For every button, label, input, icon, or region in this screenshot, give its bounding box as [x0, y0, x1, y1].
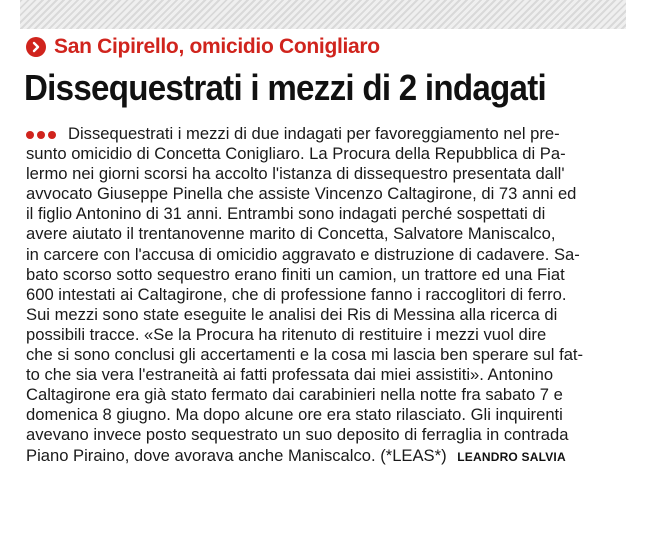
article-line: possibili tracce. «Se la Procura ha ritenuto di restituire i mezzi vuol dire — [26, 324, 547, 344]
author-signature: LEANDRO SALVIA — [457, 449, 566, 464]
article-line: bato scorso sotto sequestro erano finiti un camion, un trattore ed una Fiat — [26, 264, 565, 284]
article-line-text: Dissequestrati i mezzi di due indagati per favoreggiamento nel pre- — [68, 124, 560, 143]
article-line: lermo nei giorni scorsi ha accolto l'istanza di dissequestro presentata dall' — [26, 164, 565, 184]
article-line — [26, 124, 626, 144]
article-line: che si sono conclusi gli accertamenti e la cosa mi lascia ben sperare sul fat- — [26, 345, 584, 365]
article-line: avevano invece posto sequestrato un suo deposito di ferraglia in contrada — [26, 425, 569, 445]
article-line: Caltagirone era già stato fermato dai carabinieri nella notte fra sabato 7 e — [26, 385, 563, 405]
kicker-text: San Cipirello, omicidio Conigliaro — [54, 35, 380, 58]
article-line-last — [26, 446, 626, 466]
article-line: to che sia vera l'estraneità ai fatti professata dai miei assistiti». Antonino — [26, 365, 554, 385]
decorative-top-band — [20, 0, 626, 29]
article-line: sunto omicidio di Concetta Conigliaro. La Procura della Repubblica di Pa- — [26, 144, 566, 164]
kicker — [26, 33, 380, 61]
article-line: in carcere con l'accusa di omicidio aggravato e distruzione di cadavere. Sa- — [26, 244, 580, 264]
chevron-right-circle-icon — [26, 37, 46, 57]
article-line-text: Piano Piraino, dove avorava anche Maniscalco. (*LEAS*) — [26, 445, 447, 465]
article-line: domenica 8 giugno. Ma dopo alcune ore era stato rilasciato. Gli inquirenti — [26, 405, 563, 425]
article-line: 600 intestati ai Caltagirone, che di professione fanno i raccoglitori di ferro. — [26, 284, 567, 304]
red-dots-icon — [26, 130, 64, 140]
article-body — [26, 124, 626, 466]
article-line: avere aiutato il trentanovenne marito di Concetta, Salvatore Maniscalco, — [26, 224, 556, 244]
article-line: Sui mezzi sono state eseguite le analisi dei Ris di Messina alla ricerca di — [26, 304, 558, 324]
article-line: il figlio Antonino di 31 anni. Entrambi sono indagati perché sospettati di — [26, 204, 546, 224]
article-line: avvocato Giuseppe Pinella che assiste Vincenzo Caltagirone, di 73 anni ed — [26, 184, 577, 204]
article-headline: Dissequestrati i mezzi di 2 indagati — [24, 67, 546, 108]
